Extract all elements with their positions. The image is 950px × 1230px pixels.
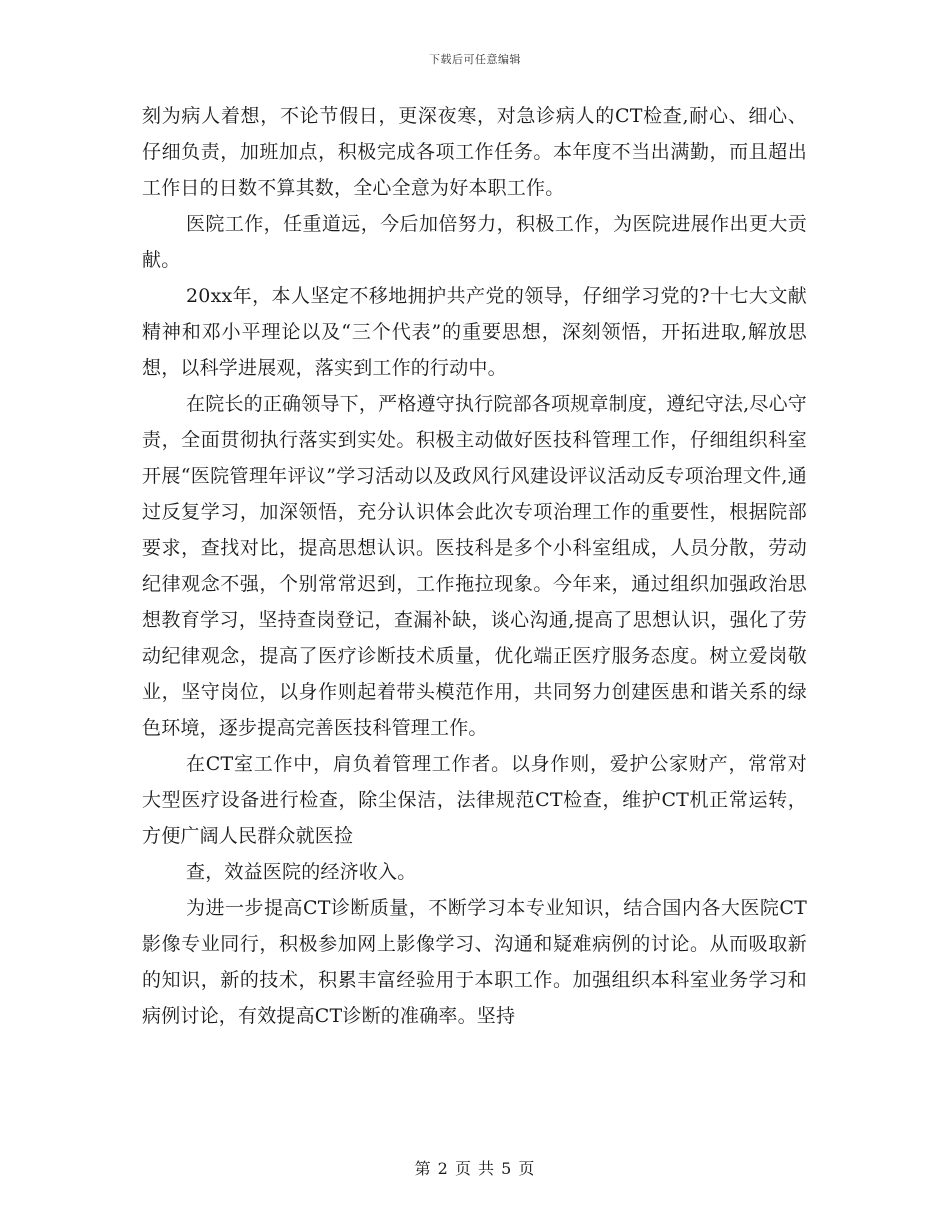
paragraph-economic-income: 查，效益医院的经济收入。 <box>186 861 417 883</box>
paragraph-ct-room-work: 在CT室工作中，肩负着管理工作者。以身作则，爱护公家财产，常常对大型医疗设备进行检查，除尘保洁，法律规范CT检查，维护CT机正常运转，方便广阔人民群众就医捡 <box>142 753 807 847</box>
paragraph-department-management: 在院长的正确领导下，严格遵守执行院部各项规章制度，遵纪守法,尽心守责，全面贯彻执行落实到实处。积极主动做好医技科管理工作，仔细组织科室开展“医院管理年评议”学习活动以及政风行风建设评议活动反专项治理文件,通过反复学习，加深领悟，充分认识体会此次专项治理工作的重要性，根据院部要求，查找对比，提高思想认识。医技科是多个小科室组成，人员分散，劳动纪律观念不强，个别常常迟到，工作拖拉现象。今年来，通过组织加强政治思想教育学习，坚持查岗登记，查漏补缺，谈心沟通,提高了思想认识，强化了劳动纪律观念，提高了医疗诊断技术质量，优化端正医疗服务态度。树立爱岗敬业，坚守岗位，以身作则起着带头模范作用，共同努力创建医患和谐关系的绿色环境，逐步提高完善医技科管理工作。 <box>142 393 807 739</box>
paragraph-political-study: 20xx年，本人坚定不移地拥护共产党的领导，仔细学习党的?十七大文献精神和邓小平理论以及“三个代表”的重要思想，深刻领悟，开拓进取,解放思想，以科学进展观，落实到工作的行动中。 <box>142 285 807 379</box>
page-number-footer: 第 2 页 共 5 页 <box>414 1159 536 1178</box>
paragraph-ct-quality: 为进一步提高CT诊断质量，不断学习本专业知识，结合国内各大医院CT影像专业同行，积极参加网上影像学习、沟通和疑难病例的讨论。从而吸取新的知识，新的技术，积累丰富经验用于本职工作。加强组织本科室业务学习和病例讨论，有效提高CT诊断的准确率。坚持 <box>142 897 807 1027</box>
document-body <box>142 98 807 1034</box>
paragraph-continuation: 刻为病人着想，不论节假日，更深夜寒，对急诊病人的CT检查,耐心、细心、仔细负责，加班加点，积极完成各项工作任务。本年度不当出满勤，而且超出工作日的日数不算其数，全心全意为好本职工作。 <box>142 105 807 199</box>
paragraph-hospital-work: 医院工作，任重道远，今后加倍努力，积极工作，为医院进展作出更大贡献。 <box>142 213 807 271</box>
page-header-note: 下载后可任意编辑 <box>429 53 521 66</box>
